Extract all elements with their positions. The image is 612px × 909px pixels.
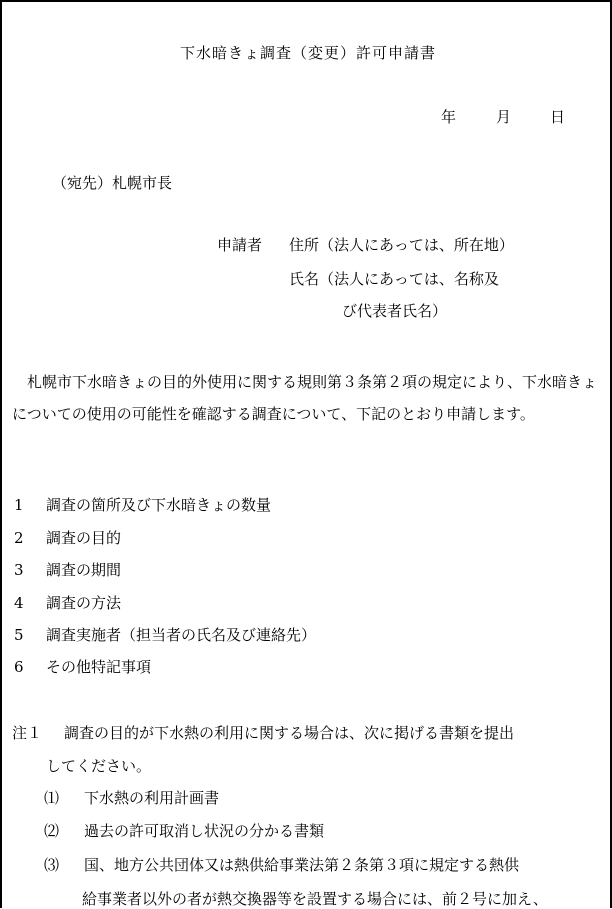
- item-text: 調査の方法: [46, 594, 122, 612]
- list-item: [14, 625, 316, 645]
- note-text: 調査の目的が下水熱の利用に関する場合は、次に掲げる書類を提出: [64, 724, 515, 742]
- item-number: 1: [14, 496, 24, 514]
- applicant-name-label-continued: び代表者氏名）: [342, 302, 448, 320]
- date-year-label: 年: [441, 108, 457, 126]
- item-text: 調査の箇所及び下水暗きょの数量: [46, 496, 272, 514]
- date-day-label: 日: [550, 108, 566, 126]
- item-number: 2: [14, 529, 24, 547]
- item-text: 調査の期間: [46, 561, 122, 579]
- subitem-number: ⑵: [44, 822, 60, 840]
- subitem-text: 国、地方公共団体又は熱供給事業法第２条第３項に規定する熱供: [84, 856, 520, 874]
- item-number: 4: [14, 594, 24, 612]
- applicant-address-label: 住所（法人にあっては、所在地）: [289, 236, 514, 254]
- item-number: 5: [14, 626, 24, 644]
- body-paragraph: 札幌市下水暗きょの目的外使用に関する規則第３条第２項の規定により、下水暗きょについての使用の可能性を確認する調査について、下記のとおり申請します。: [12, 373, 598, 423]
- date-month-label: 月: [496, 108, 512, 126]
- list-item: [14, 560, 121, 580]
- applicant-name-label: 氏名（法人にあっては、名称及: [289, 270, 499, 288]
- note-subitem: [44, 821, 324, 841]
- item-text: 調査実施者（担当者の氏名及び連絡先）: [46, 626, 317, 644]
- subitem-number: ⑴: [44, 789, 60, 807]
- note-subitem-continued: 給事業者以外の者が熱交換器等を設置する場合には、前２号に加え、: [82, 890, 548, 908]
- note-text-continued: してください。: [46, 757, 152, 775]
- note-subitem: [44, 855, 519, 875]
- item-number: 6: [14, 658, 24, 676]
- item-number: 3: [14, 561, 24, 579]
- list-item: [14, 495, 271, 515]
- addressee: （宛先）札幌市長: [52, 174, 173, 192]
- list-item: [14, 593, 121, 613]
- list-item: [14, 528, 121, 548]
- applicant-label: 申請者: [217, 236, 263, 254]
- document-title: 下水暗きょ調査（変更）許可申請書: [179, 44, 436, 62]
- list-item: [14, 657, 151, 677]
- item-text: 調査の目的: [46, 529, 122, 547]
- subitem-number: ⑶: [44, 856, 60, 874]
- subitem-text: 下水熱の利用計画書: [84, 789, 220, 807]
- subitem-text: 過去の許可取消し状況の分かる書類: [84, 822, 325, 840]
- note-heading: 注１: [12, 724, 43, 742]
- item-text: その他特記事項: [46, 658, 152, 676]
- note-subitem: [44, 788, 219, 808]
